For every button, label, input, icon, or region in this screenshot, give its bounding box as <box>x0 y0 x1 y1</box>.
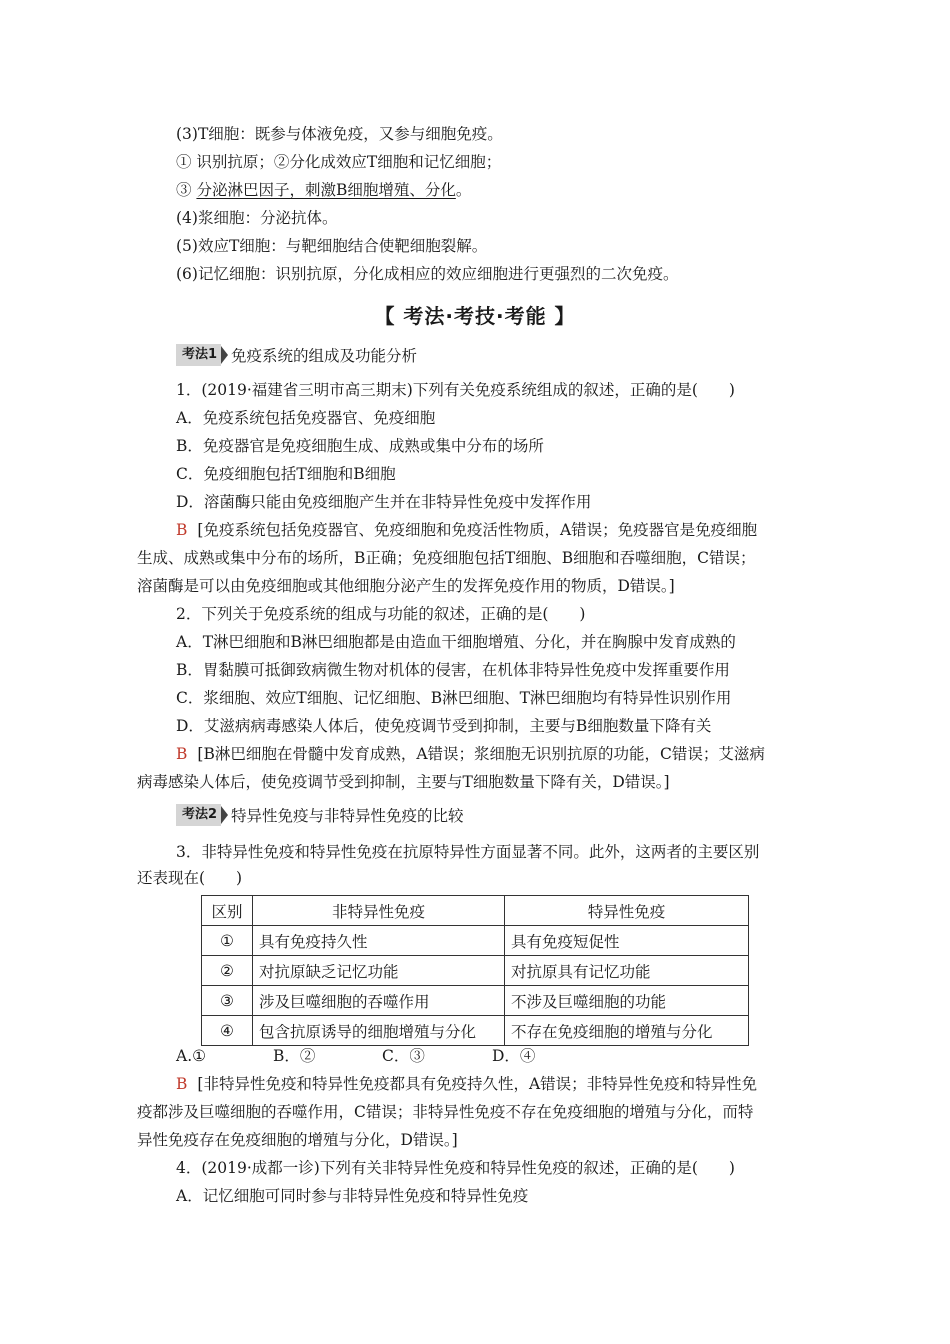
q3-answer: B <box>176 1075 188 1093</box>
intro-line-4: (4)浆细胞：分泌抗体。 <box>176 209 338 227</box>
intro-line-3-prefix: ③ <box>176 181 197 199</box>
q2-explanation-line-1 <box>176 744 765 764</box>
q3-option-d: D．④ <box>492 1047 536 1065</box>
q3-option-b: B．② <box>273 1047 316 1065</box>
table-cell: 包含抗原诱导的细胞增殖与分化 <box>253 1016 505 1046</box>
kaofa-1-tag: 考法1 <box>176 344 221 366</box>
table-cell: 具有免疫短促性 <box>505 926 749 956</box>
comparison-table <box>201 895 749 1046</box>
q4-stem: 4．(2019·成都一诊)下列有关非特异性免疫和特异性免疫的叙述，正确的是( ) <box>176 1159 735 1177</box>
kaofa-2-header <box>176 804 464 826</box>
table-row <box>202 926 749 956</box>
table-row <box>202 986 749 1016</box>
intro-line-3 <box>176 180 471 200</box>
q3-stem-line-2: 还表现在( ) <box>137 869 243 887</box>
q1-explanation-line-3: 溶菌酶是可以由免疫细胞或其他细胞分泌产生的发挥免疫作用的物质，D错误。] <box>137 577 675 595</box>
intro-line-6: (6)记忆细胞：识别抗原，分化成相应的效应细胞进行更强烈的二次免疫。 <box>176 265 679 283</box>
table-row <box>202 956 749 986</box>
q1-option-c: C．免疫细胞包括T细胞和B细胞 <box>176 465 396 483</box>
table-cell: ① <box>202 926 253 956</box>
table-cell: 对抗原缺乏记忆功能 <box>253 956 505 986</box>
q2-option-c: C．浆细胞、效应T细胞、记忆细胞、B淋巴细胞、T淋巴细胞均有特异性识别作用 <box>176 689 732 707</box>
kaofa-1-header <box>176 344 417 366</box>
table-cell: 具有免疫持久性 <box>253 926 505 956</box>
q2-option-a: A．T淋巴细胞和B淋巴细胞都是由造血干细胞增殖、分化，并在胸腺中发育成熟的 <box>176 633 736 651</box>
table-header-cell: 区别 <box>202 896 253 926</box>
kaofa-2-tag: 考法2 <box>176 804 221 826</box>
q3-explanation-line-3: 异性免疫存在免疫细胞的增殖与分化，D错误。] <box>137 1131 458 1149</box>
table-header-cell: 非特异性免疫 <box>253 896 505 926</box>
q3-explanation-line-1 <box>176 1074 757 1094</box>
q2-explanation-line-2: 病毒感染人体后，使免疫调节受到抑制，主要与T细胞数量下降有关，D错误。] <box>137 773 670 791</box>
q1-stem: 1．(2019·福建省三明市高三期末)下列有关免疫系统组成的叙述，正确的是( ) <box>176 381 735 399</box>
q2-answer: B <box>176 745 188 763</box>
kaofa-1-arrow-icon <box>221 346 228 364</box>
q2-option-b: B．胃黏膜可抵御致病微生物对机体的侵害，在机体非特异性免疫中发挥重要作用 <box>176 661 730 679</box>
table-cell: ④ <box>202 1016 253 1046</box>
kaofa-1-title: 免疫系统的组成及功能分析 <box>231 347 418 365</box>
intro-line-1: (3)T细胞：既参与体液免疫，又参与细胞免疫。 <box>176 125 503 143</box>
table-header-cell: 特异性免疫 <box>505 896 749 926</box>
table-cell: 对抗原具有记忆功能 <box>505 956 749 986</box>
q1-option-d: D．溶菌酶只能由免疫细胞产生并在非特异性免疫中发挥作用 <box>176 493 592 511</box>
kaofa-2-arrow-icon <box>221 806 228 824</box>
table-cell: 涉及巨噬细胞的吞噬作用 <box>253 986 505 1016</box>
intro-line-2: ① 识别抗原；②分化成效应T细胞和记忆细胞； <box>176 153 502 171</box>
intro-line-3-suffix: 。 <box>455 181 472 199</box>
intro-line-5: (5)效应T细胞：与靶细胞结合使靶细胞裂解。 <box>176 237 488 255</box>
table-cell: 不涉及巨噬细胞的功能 <box>505 986 749 1016</box>
q2-stem: 2．下列关于免疫系统的组成与功能的叙述，正确的是( ) <box>176 605 586 623</box>
q1-answer: B <box>176 521 188 539</box>
section-title: 【 考法·考技·考能 】 <box>374 304 576 328</box>
q1-option-b: B．免疫器官是免疫细胞生成、成熟或集中分布的场所 <box>176 437 544 455</box>
table-cell: 不存在免疫细胞的增殖与分化 <box>505 1016 749 1046</box>
kaofa-2-title: 特异性免疫与非特异性免疫的比较 <box>231 807 464 825</box>
q4-option-a: A．记忆细胞可同时参与非特异性免疫和特异性免疫 <box>176 1187 529 1205</box>
q3-explanation-line-2: 疫都涉及巨噬细胞的吞噬作用，C错误；非特异性免疫不存在免疫细胞的增殖与分化，而特 <box>137 1103 754 1121</box>
q3-explanation-text-1: [非特异性免疫和特异性免疫都具有免疫持久性，A错误；非特异性免疫和特异性免 <box>197 1075 758 1093</box>
q3-stem-line-1: 3．非特异性免疫和特异性免疫在抗原特异性方面显著不同。此外，这两者的主要区别 <box>176 843 760 861</box>
table-row <box>202 1016 749 1046</box>
q1-explanation-line-2: 生成、成熟或集中分布的场所，B正确；免疫细胞包括T细胞、B细胞和吞噬细胞，C错误； <box>137 549 756 567</box>
q3-option-a: A.① <box>176 1047 207 1065</box>
intro-line-3-underlined: 分泌淋巴因子，刺激B细胞增殖、分化 <box>196 181 456 199</box>
q1-explanation-text-1: [免疫系统包括免疫器官、免疫细胞和免疫活性物质，A错误；免疫器官是免疫细胞 <box>197 521 758 539</box>
q2-explanation-text-1: [B淋巴细胞在骨髓中发育成熟，A错误；浆细胞无识别抗原的功能，C错误；艾滋病 <box>197 745 765 763</box>
table-header-row <box>202 896 749 926</box>
table-cell: ③ <box>202 986 253 1016</box>
q1-explanation-line-1 <box>176 520 757 540</box>
q1-option-a: A．免疫系统包括免疫器官、免疫细胞 <box>176 409 436 427</box>
table-cell: ② <box>202 956 253 986</box>
q2-option-d: D．艾滋病病毒感染人体后，使免疫调节受到抑制，主要与B细胞数量下降有关 <box>176 717 712 735</box>
q3-option-c: C．③ <box>382 1047 425 1065</box>
